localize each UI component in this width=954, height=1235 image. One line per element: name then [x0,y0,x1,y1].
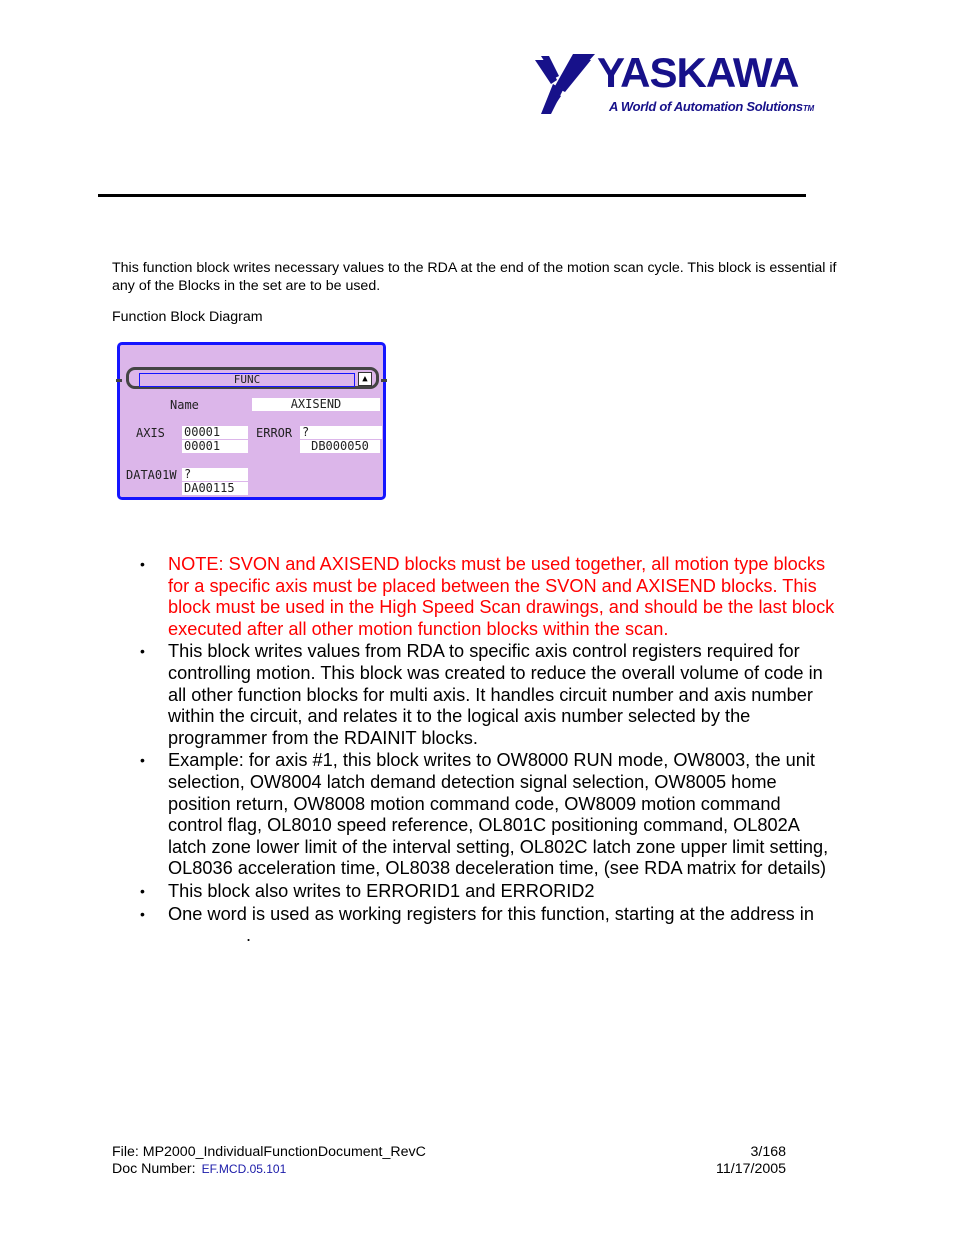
func-bar [126,367,379,389]
data-label: DATA01W [126,468,177,482]
name-label: Name [170,398,199,412]
list-item: • One word is used as working registers for this function, starting at the address in . [140,904,840,947]
footer-doc-label: Doc Number: [112,1161,196,1177]
trademark-mark: TM [802,104,814,113]
header-rule [98,194,806,197]
axis-label: AXIS [136,426,165,440]
error-value-2: DB000050 [300,440,380,453]
footer-page: 3/168 [750,1144,786,1160]
error-value-1: ? [300,426,382,439]
yaskawa-logo [533,49,823,118]
func-expand-icon: ▲ [358,372,372,386]
bullet-note: • NOTE: SVON and AXISEND blocks must be used together, all motion type blocks for a specific axis must be placed between the SVON and AXISEND blocks. This block must be used in the High Speed Scan drawings, and should be the last block executed after all other motion function blocks within the scan. [140,554,840,640]
data-value-1: ? [182,468,248,481]
axis-value-2: 00001 [182,440,248,453]
logo-wordmark: YASKAWA [597,49,799,96]
func-title: FUNC [139,373,355,387]
axis-value-1: 00001 [182,426,248,439]
page-footer [112,1144,786,1178]
footer-date: 11/17/2005 [716,1161,786,1177]
logo-tagline: A World of Automation SolutionsTM [609,99,814,114]
intro-paragraph: This function block writes necessary values to the RDA at the end of the motion scan cycle. This block is essential if any of the Blocks in the set are to be used. [112,260,837,294]
data-value-2: DA00115 [182,482,248,495]
yaskawa-logo-mark-icon [533,54,597,114]
list-item: • Example: for axis #1, this block writes to OW8000 RUN mode, OW8003, the unit selection, OW8004 latch demand detection signal selection, OW8005 home position return, OW8008 motion command code, OW8009 motion command control flag, OL8010 speed reference, OL801C positioning command, OL802A latch zone lower limit of the interval setting, OL802C latch zone upper limit setting, OL8036 acceleration time, OL8038 deceleration time, (see RDA matrix for details) [140,750,840,880]
right-pin [381,379,387,382]
footer-file: File: MP2000_IndividualFunctionDocument_RevC [112,1144,426,1160]
function-block-diagram [117,342,386,500]
error-label: ERROR [256,426,293,440]
list-item: • This block writes values from RDA to specific axis control registers required for controlling motion. This block was created to reduce the overall volume of code in all other function blocks for multi axis. It handles circuit number and axis number within the circuit, and relates it to the logical axis number selected by the programmer from the RDAINIT blocks. [140,641,840,749]
continuation-text: . [246,925,252,946]
left-pin [116,379,122,382]
list-item: • This block also writes to ERRORID1 and ERRORID2 [140,881,840,903]
bullet-list [140,554,840,948]
name-value: AXISEND [252,398,380,411]
figure-label: Function Block Diagram [112,309,263,325]
footer-doc-number: EF.MCD.05.101 [201,1162,287,1176]
